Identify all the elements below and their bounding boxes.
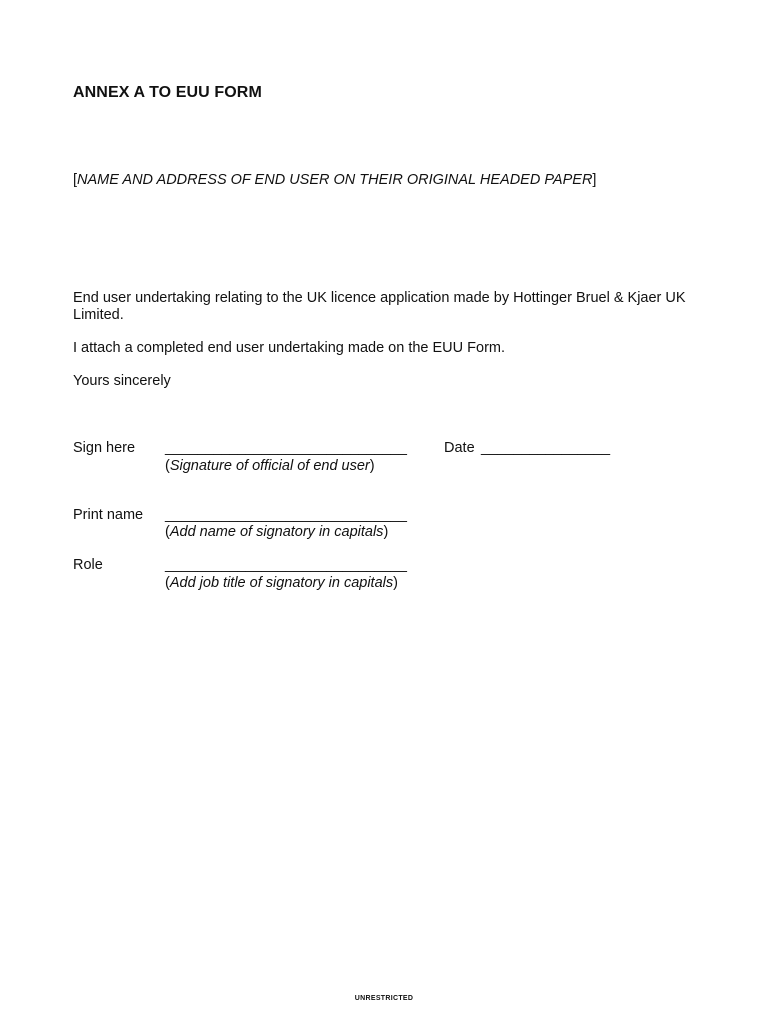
role-line[interactable]: ______________________________	[165, 557, 407, 573]
sign-here-label: Sign here	[73, 440, 136, 456]
signature-hint-text: Signature of official of end user	[169, 458, 370, 474]
placeholder-text: NAME AND ADDRESS OF END USER ON THEIR ORIGINAL HEADED PAPER	[77, 172, 593, 188]
role-label: Role	[73, 557, 103, 573]
classification-footer: UNRESTRICTED	[354, 995, 414, 1002]
role-hint-text: Add job title of signatory in capitals	[169, 575, 394, 591]
closing-salutation: Yours sincerely	[73, 373, 171, 389]
signature-hint	[165, 458, 375, 474]
print-name-line[interactable]: ______________________________	[165, 507, 407, 523]
print-name-hint	[165, 524, 388, 540]
signature-line[interactable]: ______________________________	[165, 440, 407, 456]
end-user-address-placeholder	[73, 172, 596, 188]
date-line[interactable]: ________________	[481, 440, 611, 456]
attach-paragraph: I attach a completed end user undertaking made on the EUU Form.	[73, 340, 506, 356]
role-hint	[165, 575, 398, 591]
print-name-label: Print name	[73, 507, 144, 523]
print-name-hint-text: Add name of signatory in capitals	[169, 524, 384, 540]
print-name-hint-close: )	[383, 524, 389, 540]
placeholder-close-bracket: ]	[592, 172, 597, 188]
print-name-hint-open: (	[165, 524, 170, 540]
role-hint-open: (	[165, 575, 170, 591]
date-label: Date	[444, 440, 475, 456]
document-title: ANNEX A TO EUU FORM	[73, 84, 262, 101]
undertaking-paragraph: End user undertaking relating to the UK licence application made by Hottinger Bruel & Kjaer UK Limited.	[73, 290, 686, 323]
role-hint-close: )	[393, 575, 398, 591]
signature-hint-open: (	[165, 458, 170, 474]
placeholder-open-bracket: [	[73, 172, 78, 188]
signature-hint-close: )	[369, 458, 375, 474]
